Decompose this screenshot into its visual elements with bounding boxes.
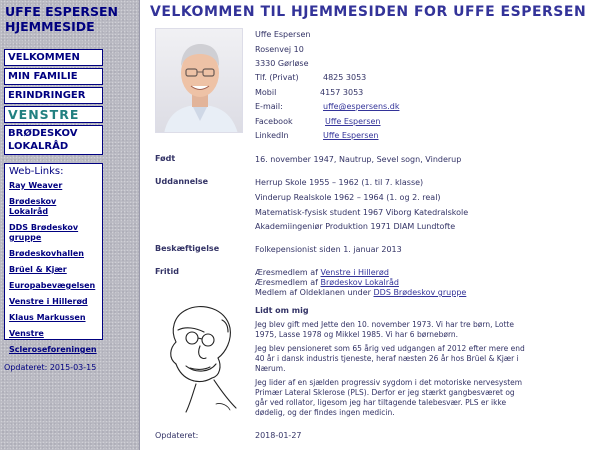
weblinks-title: Web-Links: <box>9 166 64 177</box>
education-label: Uddannelse <box>155 177 209 186</box>
nav-item-min-familie[interactable]: MIN FAMILIE <box>4 68 103 85</box>
contact-street: Rosenvej 10 <box>255 45 304 54</box>
bio-paragraph: Jeg lider af en sjælden progressiv sygdom i det motoriske nervesystem Primær Lateral Sklerose (PLS). Derfor er jeg stærkt gangbesværet og går ved rollator, ligesom jeg har tiltagende talebesvær. PLS er ikke dødelig, og der findes ingen medicin. <box>255 378 523 417</box>
updated-value: 2018-01-27 <box>255 431 302 440</box>
education-item: Herrup Skole 1955 – 1962 (1. til 7. klasse) <box>255 178 424 187</box>
mobile-label: Mobil <box>255 88 277 97</box>
site-title: UFFE ESPERSEN HJEMMESIDE <box>5 4 118 34</box>
nav-item-venstre[interactable]: VENSTRE <box>4 106 103 123</box>
weblink-europabevaegelsen[interactable]: Europabevægelsen <box>9 281 96 290</box>
nav-item-velkommen[interactable]: VELKOMMEN <box>4 49 103 66</box>
leisure-link-dds-brodeskov-gruppe[interactable]: DDS Brødeskov gruppe <box>373 288 467 297</box>
occupation-value: Folkepensionist siden 1. januar 2013 <box>255 245 402 254</box>
leisure-label: Fritid <box>155 267 179 276</box>
phone-label: Tlf. (Privat) <box>255 73 299 82</box>
linkedin-link[interactable]: Uffe Espersen <box>323 131 379 140</box>
weblink-brodeskov-lokalraad[interactable]: Brødeskov Lokalråd <box>9 197 57 216</box>
contact-name: Uffe Espersen <box>255 30 311 39</box>
leisure-link-venstre-hillerod[interactable]: Venstre i Hillerød <box>320 268 389 277</box>
profile-photo <box>155 28 243 133</box>
leisure-line: Æresmedlem af Brødeskov Lokalråd <box>255 278 399 287</box>
phone-value: 4825 3053 <box>323 73 367 82</box>
born-label: Født <box>155 154 176 163</box>
mobile-value: 4157 3053 <box>320 88 364 97</box>
linkedin-label: LinkedIn <box>255 131 289 140</box>
sidebar <box>0 0 140 450</box>
leisure-line: Æresmedlem af Venstre i Hillerød <box>255 268 389 277</box>
weblink-dds-brodeskov-gruppe[interactable]: DDS Brødeskov gruppe <box>9 223 79 242</box>
facebook-link[interactable]: Uffe Espersen <box>325 117 381 126</box>
occupation-label: Beskæftigelse <box>155 244 220 253</box>
weblink-scleroseforeningen[interactable]: Scleroseforeningen <box>9 345 97 354</box>
weblink-venstre[interactable]: Venstre <box>9 329 44 338</box>
contact-city: 3330 Gørløse <box>255 59 309 68</box>
updated-label: Opdateret: <box>155 431 199 440</box>
sidebar-updated: Opdateret: 2015-03-15 <box>4 363 97 372</box>
born-value: 16. november 1947, Nautrup, Sevel sogn, Vinderup <box>255 155 462 164</box>
main-nav <box>4 49 103 157</box>
education-item: Matematisk-fysisk student 1967 Viborg Katedralskole <box>255 208 469 217</box>
weblinks-box <box>4 163 103 354</box>
page-title: VELKOMMEN TIL HJEMMESIDEN FOR UFFE ESPERSEN <box>150 4 587 20</box>
nav-item-brodeskov-lokalraad[interactable]: BRØDESKOV LOKALRÅD <box>4 125 103 155</box>
education-item: Akademiingeniør Produktion 1971 DIAM Lundtofte <box>255 222 456 231</box>
leisure-link-brodeskov-lokalraad[interactable]: Brødeskov Lokalråd <box>320 278 399 287</box>
caricature-drawing <box>156 300 242 415</box>
email-label: E-mail: <box>255 102 283 111</box>
email-link[interactable]: uffe@espersens.dk <box>323 102 400 111</box>
bio-paragraph: Jeg blev gift med Jette den 10. november 1973. Vi har tre børn, Lotte 1975, Lasse 1978 og Mikkel 1985. Vi har 6 børnebørn. <box>255 320 514 339</box>
weblink-brodeskovhallen[interactable]: Brødeskovhallen <box>9 249 84 258</box>
nav-item-erindringer[interactable]: ERINDRINGER <box>4 87 103 104</box>
bio-title: Lidt om mig <box>255 306 309 315</box>
weblink-ray-weaver[interactable]: Ray Weaver <box>9 181 63 190</box>
weblink-venstre-hillerod[interactable]: Venstre i Hillerød <box>9 297 88 306</box>
weblink-klaus-markussen[interactable]: Klaus Markussen <box>9 313 86 322</box>
education-item: Vinderup Realskole 1962 – 1964 (1. og 2. real) <box>255 193 441 202</box>
leisure-line: Medlem af Oldeklanen under DDS Brødeskov gruppe <box>255 288 467 297</box>
weblink-bruel-kjaer[interactable]: Brüel & Kjær <box>9 265 67 274</box>
bio-paragraph: Jeg blev pensioneret som 65 årig ved udgangen af 2012 efter mere end 40 år i dansk industris tjeneste, heraf næsten 26 år hos Brüel & Kjær i Nærum. <box>255 344 525 373</box>
facebook-label: Facebook <box>255 117 293 126</box>
